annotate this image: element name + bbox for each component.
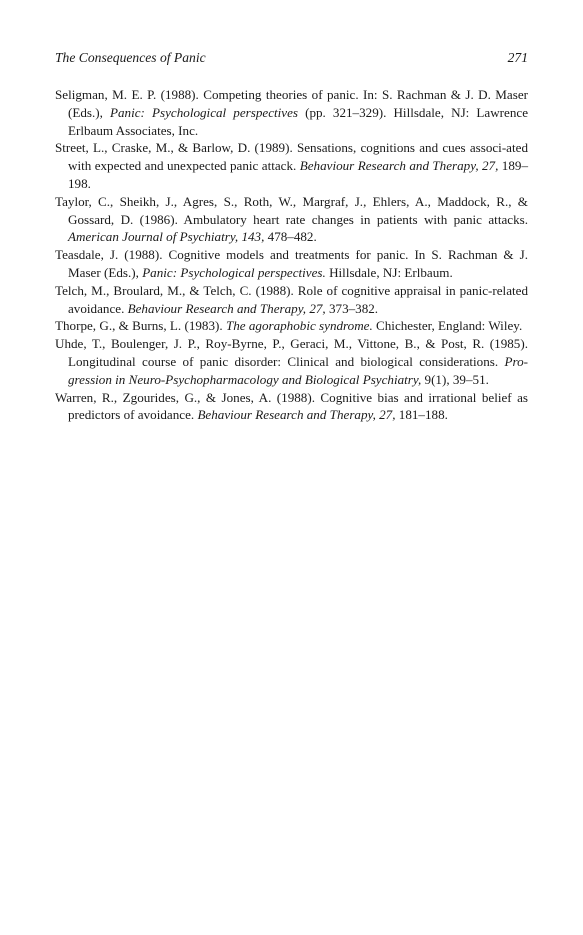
reference-thorpe-1983	[55, 317, 528, 335]
reference-details: 189–198.	[68, 158, 528, 191]
running-title: The Consequences of Panic	[55, 50, 206, 65]
reference-source-title: Behaviour Research and Therapy, 27,	[197, 407, 396, 423]
reference-source-title: Pro-gression in Neuro-Psychopharmacology and Biological Psychiatry,	[68, 353, 528, 387]
reference-text: Telch, M., Broulard, M., & Telch, C. (1988). Role of cognitive appraisal in panic-related avoidance.	[55, 282, 528, 316]
running-head	[55, 50, 528, 70]
reference-street-1989	[55, 139, 528, 192]
reference-text: Taylor, C., Sheikh, J., Agres, S., Roth, W., Margraf, J., Ehlers, A., Maddock, R., & Gossard, D. (1986). Ambulatory heart rate changes in patients with panic attacks.	[55, 193, 528, 227]
reference-text: Warren, R., Zgourides, G., & Jones, A. (1988). Cognitive bias and irrational belief as predictors of avoidance.	[55, 389, 528, 423]
reference-source-title: Panic: Psychological perspectives.	[142, 264, 326, 280]
reference-source-title: Behaviour Research and Therapy, 27,	[127, 300, 326, 316]
reference-details: 478–482.	[264, 229, 317, 245]
reference-telch-1988	[55, 282, 528, 318]
reference-taylor-1986	[55, 193, 528, 246]
reference-uhde-1985	[55, 335, 528, 388]
reference-teasdale-1988	[55, 246, 528, 282]
reference-text: Uhde, T., Boulenger, J. P., Roy-Byrne, P., Geraci, M., Vittone, B., & Post, R. (1985). Longitudinal course of panic disorder: Clinical and biological considerations.	[55, 336, 528, 369]
reference-details: (pp. 321–329). Hillsdale, NJ: Lawrence Erlbaum Associates, Inc.	[68, 104, 529, 138]
reference-text: Thorpe, G., & Burns, L. (1983).	[55, 318, 226, 334]
reference-details: Chichester, England: Wiley.	[372, 318, 523, 334]
reference-text: Seligman, M. E. P. (1988). Competing theories of panic. In: S. Rachman & J. D. Maser (Eds.),	[55, 87, 528, 120]
reference-source-title: Behaviour Research and Therapy, 27,	[299, 158, 499, 174]
reference-source-title: American Journal of Psychiatry, 143,	[68, 229, 265, 245]
reference-details: 9(1), 39–51.	[421, 371, 489, 387]
page-number: 271	[507, 50, 528, 65]
reference-list	[55, 86, 528, 424]
reference-seligman-1988	[55, 86, 528, 139]
reference-details: 181–188.	[395, 407, 448, 423]
reference-text: Teasdale, J. (1988). Cognitive models and treatments for panic. In S. Rachman & J. Maser (Eds.),	[55, 247, 528, 280]
reference-details: Hillsdale, NJ: Erlbaum.	[325, 264, 453, 280]
reference-source-title: The agoraphobic syndrome.	[225, 318, 373, 334]
reference-text: Street, L., Craske, M., & Barlow, D. (1989). Sensations, cognitions and cues associ-ated with expected and unexpected panic attack.	[55, 140, 528, 174]
reference-warren-1988	[55, 389, 528, 425]
reference-source-title: Panic: Psychological perspectives	[110, 104, 298, 120]
reference-details: 373–382.	[325, 300, 379, 316]
